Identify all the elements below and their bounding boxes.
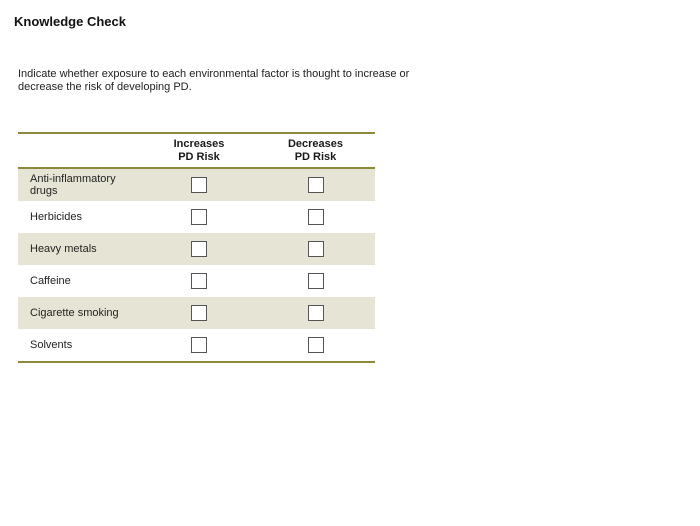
table-row [18, 201, 375, 233]
cell-decreases [256, 305, 375, 321]
cell-increases [142, 209, 256, 225]
increases-checkbox[interactable] [191, 305, 207, 321]
decreases-checkbox[interactable] [308, 273, 324, 289]
increases-checkbox[interactable] [191, 209, 207, 225]
row-label: Anti-inflammatory drugs [30, 173, 116, 197]
decreases-checkbox[interactable] [308, 305, 324, 321]
table-row [18, 169, 375, 201]
cell-increases [142, 241, 256, 257]
decreases-checkbox[interactable] [308, 209, 324, 225]
decreases-checkbox[interactable] [308, 177, 324, 193]
quiz-table [18, 132, 375, 363]
cell-increases [142, 305, 256, 321]
instructions-text: Indicate whether exposure to each environmental factor is thought to increase or decrease the risk of developing PD. [18, 68, 410, 93]
table-row [18, 297, 375, 329]
column-header-increases: Increases PD Risk [173, 138, 225, 163]
cell-decreases [256, 209, 375, 225]
cell-increases [142, 337, 256, 353]
row-label: Heavy metals [30, 243, 97, 255]
table-header [18, 134, 375, 169]
increases-checkbox[interactable] [191, 177, 207, 193]
header-spacer [18, 134, 142, 167]
row-label: Solvents [30, 339, 73, 351]
table-row [18, 265, 375, 297]
cell-decreases [256, 273, 375, 289]
column-header-decreases: Decreases PD Risk [287, 138, 344, 163]
increases-checkbox[interactable] [191, 241, 207, 257]
row-label: Herbicides [30, 211, 82, 223]
cell-decreases [256, 177, 375, 193]
decreases-checkbox[interactable] [308, 241, 324, 257]
page-title: Knowledge Check [14, 14, 126, 29]
cell-decreases [256, 337, 375, 353]
cell-decreases [256, 241, 375, 257]
cell-increases [142, 177, 256, 193]
table-row [18, 329, 375, 361]
increases-checkbox[interactable] [191, 337, 207, 353]
cell-increases [142, 273, 256, 289]
decreases-checkbox[interactable] [308, 337, 324, 353]
row-label: Caffeine [30, 275, 71, 287]
table-row [18, 233, 375, 265]
increases-checkbox[interactable] [191, 273, 207, 289]
row-label: Cigarette smoking [30, 307, 119, 319]
